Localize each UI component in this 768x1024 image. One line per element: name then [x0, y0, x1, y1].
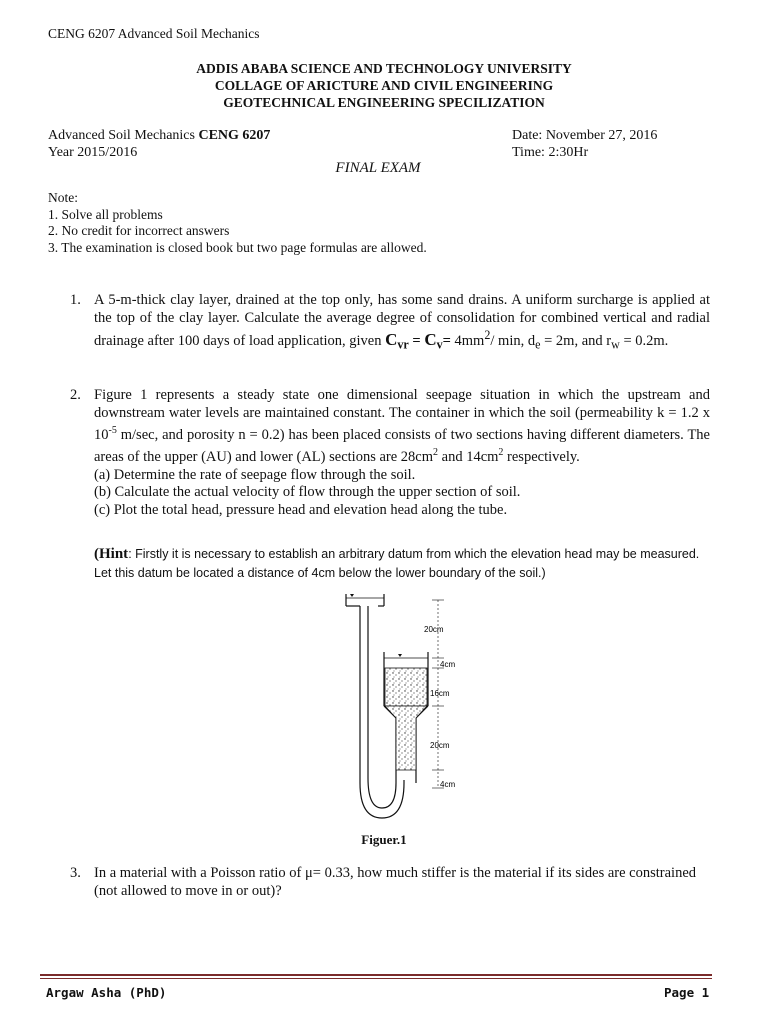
hint-paragraph	[94, 545, 716, 583]
superscript: -5	[108, 425, 117, 436]
question-number: 3.	[70, 865, 81, 881]
subquestion-a: (a) Determine the rate of seepage flow through the soil.	[94, 466, 416, 483]
mu-symbol: μ	[305, 865, 313, 881]
superscript: 2	[498, 447, 504, 459]
dimension-label: 20cm	[424, 625, 444, 634]
note-item: 3. The examination is closed book but two page formulas are allowed.	[48, 239, 427, 255]
question-1	[70, 292, 710, 354]
figure-caption: Figuer.1	[361, 832, 407, 847]
equals-sign: =	[442, 332, 451, 349]
exam-title: FINAL EXAM	[335, 160, 421, 176]
hint-paren: (	[94, 546, 99, 562]
dimension-label: 4cm	[440, 780, 456, 789]
year-line: Year 2015/2016	[48, 145, 138, 160]
running-header: CENG 6207 Advanced Soil Mechanics	[48, 26, 260, 41]
question-2	[70, 387, 710, 519]
cv-value: 4mm	[454, 332, 485, 349]
q1-text: / min, d	[490, 332, 536, 349]
dimension-label: 20cm	[430, 741, 450, 750]
q2-text: and 14cm	[438, 449, 499, 466]
subquestion-c: (c) Plot the total head, pressure head and elevation head along the tube.	[94, 501, 508, 518]
superscript: 2	[433, 447, 439, 459]
footer-page-number: Page 1	[664, 985, 710, 1000]
q1-text: = 0.2m.	[619, 332, 669, 349]
question-text	[94, 387, 710, 519]
college-name: COLLAGE OF ARICTURE AND CIVIL ENGINEERING	[214, 78, 554, 93]
hint-label: Hint	[99, 546, 129, 562]
subscript: w	[611, 337, 620, 352]
university-name: ADDIS ABABA SCIENCE AND TECHNOLOGY UNIVERSITY	[196, 61, 572, 76]
question-number: 1.	[70, 292, 81, 308]
q2-text: Figure 1 represents a steady state one dimensional seepage situation in which the upstream and downstream water levels are maintained constant. The container in which the soil (permeability k = 1.2 x 10	[94, 387, 710, 443]
note-item: 2. No credit for incorrect answers	[48, 223, 230, 238]
course-code: CENG 6207	[198, 128, 271, 143]
notes-heading: Note:	[48, 190, 78, 205]
question-text	[94, 292, 710, 354]
question-3	[70, 865, 710, 900]
seepage-u-tube-figure	[320, 588, 470, 828]
superscript: 2	[484, 328, 491, 342]
subscript: e	[535, 337, 541, 352]
footer-author: Argaw Asha (PhD)	[46, 985, 167, 1000]
q1-text: = 2m, and r	[540, 332, 612, 349]
footer-divider	[40, 974, 712, 976]
subquestion-b: (b) Calculate the actual velocity of flow through the upper section of soil.	[94, 484, 521, 501]
footer-divider	[40, 978, 712, 979]
course-label: Advanced Soil Mechanics	[48, 128, 199, 143]
notes-block	[48, 190, 427, 256]
question-number: 2.	[70, 387, 81, 403]
q3-text: = 0.33, how much stiffer is the material if its sides are constrained (not allowed to move in or out)?	[94, 865, 696, 899]
dimension-label: 16cm	[430, 689, 450, 698]
q3-text: In a material with a Poisson ratio of	[94, 865, 306, 881]
specialization-name: GEOTECHNICAL ENGINEERING SPECILIZATION	[223, 95, 545, 110]
cvr-subscript: vr	[397, 337, 409, 352]
cv-subscript: v	[436, 337, 443, 352]
question-text	[94, 865, 710, 900]
note-item: 1. Solve all problems	[48, 206, 163, 222]
equals-sign: =	[408, 332, 425, 349]
cv-symbol: C	[424, 329, 437, 349]
q2-text: respectively.	[503, 449, 580, 466]
q1-text: A 5-m-thick clay layer, drained at the top only, has some sand drains. A uniform surcharge is applied at the top of the clay layer. Calculate the average degree of consolidation for combined vertical and radial drainage after 100 days of load application, given	[94, 292, 710, 349]
time-line: Time: 2:30Hr	[512, 145, 589, 160]
q2-text: m/sec, and porosity n = 0.2) has been placed consists of two sections having different diameters. The areas of the upper (AU) and lower (AL) sections are 28cm	[94, 426, 710, 466]
date-line: Date: November 27, 2016	[512, 128, 658, 143]
cvr-symbol: C	[385, 329, 398, 349]
hint-text: : Firstly it is necessary to establish an arbitrary datum from which the elevation head may be measured. Let this datum be located a distance of 4cm below the lower boundary of the soil.)	[94, 547, 700, 580]
course-line	[48, 127, 270, 144]
dimension-label: 4cm	[440, 660, 456, 669]
